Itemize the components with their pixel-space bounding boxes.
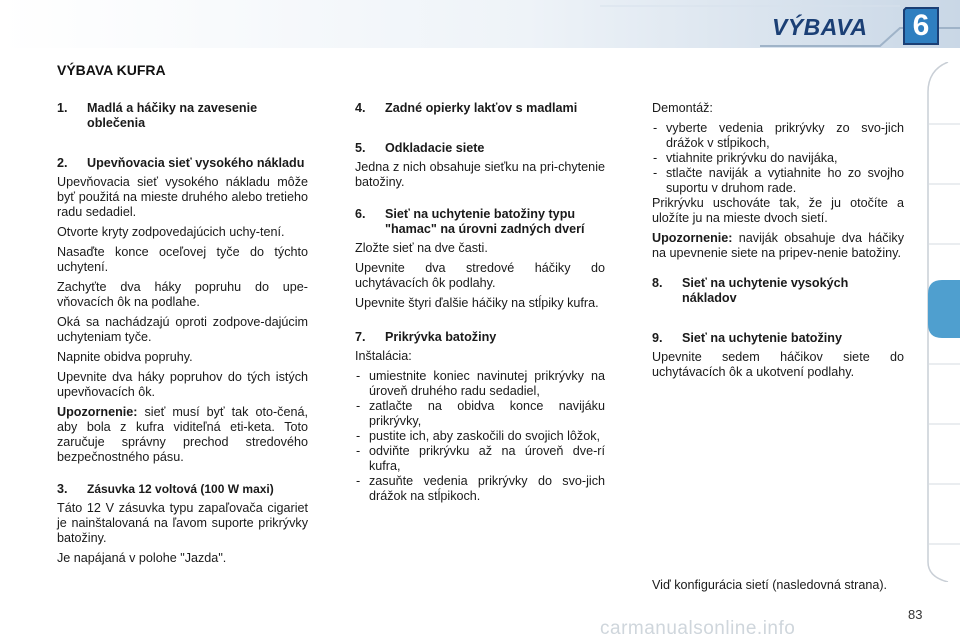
list-item: - pustite ich, aby zaskočili do svojich lôžok, xyxy=(355,429,605,444)
item-number: 9. xyxy=(652,331,663,345)
footnote: Viď konfigurácia sietí (nasledovná strana). xyxy=(652,578,888,592)
removal-steps xyxy=(652,121,904,196)
item-title: Sieť na uchytenie batožiny typu "hamac" na úrovni zadných dverí xyxy=(385,207,585,236)
list-item: - zasuňte vedenia prikrývky do svo-jich drážok na stĺpikoch. xyxy=(355,474,605,504)
item-title: Sieť na uchytenie vysokých nákladov xyxy=(682,276,849,305)
item-title: Odkladacie siete xyxy=(385,141,485,155)
item-number: 5. xyxy=(355,141,366,155)
install-steps xyxy=(355,369,605,504)
column-2 xyxy=(355,101,605,509)
list-item: - vtiahnite prikrývku do navijáka, xyxy=(652,151,904,166)
item-heading xyxy=(355,141,605,156)
page-number: 83 xyxy=(908,607,923,622)
column-1 xyxy=(57,101,308,571)
item-number: 8. xyxy=(652,276,663,290)
list-item: - stlačte naviják a vytiahnite ho zo svojho suportu v druhom rade. xyxy=(652,166,904,196)
paragraph: Táto 12 V zásuvka typu zapaľovača cigariet je nainštalovaná na ľavom suporte prikrývky batožiny. xyxy=(57,501,308,545)
paragraph: Jedna z nich obsahuje sieťku na pri-chytenie batožiny. xyxy=(355,160,605,189)
warning-paragraph xyxy=(652,231,904,261)
item-number: 6. xyxy=(355,207,366,221)
paragraph: Prikrývku uschováte tak, že ju otočíte a uložíte ju na mieste dvoch sietí. xyxy=(652,196,904,225)
paragraph: Je napájaná v polohe "Jazda". xyxy=(57,551,227,565)
chapter-title: VÝBAVA xyxy=(772,14,868,40)
item-title: Madlá a háčiky na zavesenie oblečenia xyxy=(87,101,258,130)
item-number: 7. xyxy=(355,330,366,344)
watermark: carmanualsonline.info xyxy=(600,618,796,639)
install-label: Inštalácia: xyxy=(355,349,412,363)
item-heading xyxy=(355,101,605,116)
item-title: Zásuvka 12 voltová (100 W maxi) xyxy=(87,482,274,496)
list-item: - vyberte vedenia prikrývky zo svo-jich drážok v stĺpikoch, xyxy=(652,121,904,151)
list-item: - umiestnite koniec navinutej prikrývky na úroveň druhého radu sedadiel, xyxy=(355,369,605,399)
item-title: Prikrývka batožiny xyxy=(385,330,497,344)
warning-paragraph xyxy=(57,405,308,465)
item-number: 3. xyxy=(57,482,68,496)
warning-label: Upozornenie: xyxy=(652,231,733,245)
item-heading xyxy=(652,331,904,346)
list-item: - zatlačte na obidva konce navijáku prikrývky, xyxy=(355,399,605,429)
paragraph: Upevnite sedem háčikov siete do uchytávacích ôk a ukotvení podlahy. xyxy=(652,350,904,379)
item-heading xyxy=(57,482,308,497)
chapter-tab-strip xyxy=(920,62,960,582)
paragraph: Upevňovacia sieť vysokého nákladu môže byť použitá na mieste druhého alebo tretieho radu sedadiel. xyxy=(57,175,308,219)
paragraph: Zachyťte dva háky popruhu do upe-vňovacích ôk na podlahe. xyxy=(57,280,308,309)
paragraph: Oká sa nachádzajú oproti zodpove-dajúcim uchyteniam tyče. xyxy=(57,315,308,344)
item-title: Zadné opierky lakťov s madlami xyxy=(385,101,578,115)
paragraph: Upevnite štyri ďalšie háčiky na stĺpiky kufra. xyxy=(355,296,599,310)
chapter-number: 6 xyxy=(912,9,930,42)
paragraph: Upevnite dva stredové háčiky do uchytávacích ôk podlahy. xyxy=(355,261,605,290)
item-title: Upevňovacia sieť vysokého nákladu xyxy=(87,156,305,170)
warning-text: sieť musí byť tak oto-čená, aby bola z kufra viditeľná eti-keta. Toto zaručuje správny prechod stredového bezpečnostného pásu. xyxy=(57,405,308,464)
warning-label: Upozornenie: xyxy=(57,405,138,419)
column-3 xyxy=(652,101,904,385)
paragraph: Upevnite dva háky popruhov do tých istých upevňovacích ôk. xyxy=(57,370,308,399)
item-heading xyxy=(355,207,605,237)
warning-text: naviják obsahuje dva háčiky na upevnenie siete na pripev-nenie batožiny. xyxy=(652,231,904,260)
item-heading xyxy=(57,156,308,171)
item-title: Sieť na uchytenie batožiny xyxy=(682,331,842,345)
paragraph: Zložte sieť na dve časti. xyxy=(355,241,488,255)
list-item: - odviňte prikrývku až na úroveň dve-rí kufra, xyxy=(355,444,605,474)
removal-label: Demontáž: xyxy=(652,101,713,115)
paragraph: Otvorte kryty zodpovedajúcich uchy-tení. xyxy=(57,225,285,239)
item-number: 2. xyxy=(57,156,68,170)
item-heading xyxy=(355,330,605,345)
item-number: 1. xyxy=(57,101,68,115)
item-number: 4. xyxy=(355,101,366,115)
item-heading xyxy=(652,276,904,306)
paragraph: Napnite obidva popruhy. xyxy=(57,350,193,364)
section-title: VÝBAVA KUFRA xyxy=(57,62,166,78)
paragraph: Nasaďte konce oceľovej tyče do týchto uchytení. xyxy=(57,245,308,274)
item-heading xyxy=(57,101,308,131)
